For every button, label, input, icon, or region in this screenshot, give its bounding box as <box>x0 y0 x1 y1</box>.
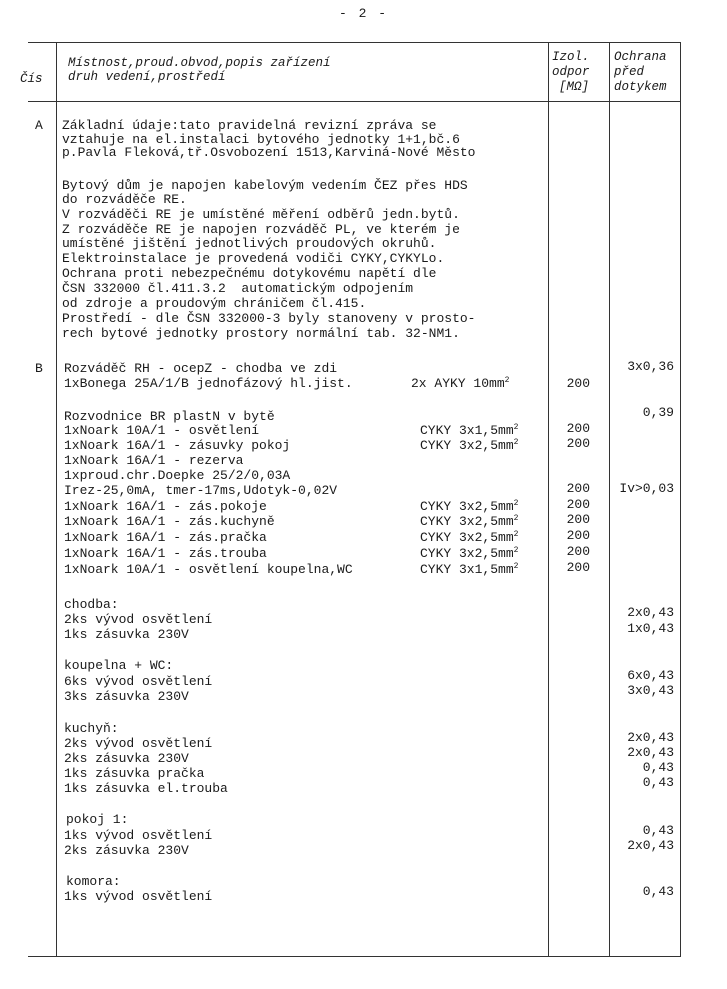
room-item-ochrana: 0,43 <box>642 823 674 838</box>
room-item-ochrana: 2x0,43 <box>627 730 674 745</box>
room-item: 2ks zásuvka 230V <box>64 751 189 766</box>
rozvadec-ochrana: 3x0,36 <box>627 359 674 374</box>
section-a-label: A <box>35 118 43 133</box>
circuit-name: 1xNoark 16A/1 - zás.pokoje <box>64 499 267 514</box>
circuit-name: 1xproud.chr.Doepke 25/2/0,03A <box>64 468 291 483</box>
circuit-name: 1xNoark 16A/1 - zásuvky pokoj <box>64 438 291 453</box>
circuit-name: 1xNoark 16A/1 - rezerva <box>64 453 244 468</box>
section-a-line: Z rozváděče RE je napojen rozváděč PL, ve kterém je <box>62 222 460 237</box>
header-ochrana-l2: před <box>614 65 645 79</box>
room-item: 1ks zásuvka el.trouba <box>64 781 228 796</box>
room-item: 1ks vývod osvětlení <box>64 828 213 843</box>
room-title: koupelna + WC: <box>64 658 174 673</box>
col-divider-num <box>56 42 57 956</box>
header-desc-line1: Místnost,proud.obvod,popis zařízení <box>68 56 331 70</box>
circuit-izol: 200 <box>566 497 590 512</box>
circuit-ochrana: Iv>0,03 <box>619 481 674 496</box>
circuit-cable: CYKY $3x1,5mm^2$ <box>420 562 519 577</box>
header-separator <box>28 101 681 102</box>
room-item-ochrana: 2x0,43 <box>627 838 674 853</box>
room-item: 2ks vývod osvětlení <box>64 736 213 751</box>
room-item: 2ks vývod osvětlení <box>64 612 213 627</box>
col-divider-izol <box>548 42 549 956</box>
section-a-line: Elektroinstalace je provedená vodiči CYKY,CYKYLo. <box>62 251 445 266</box>
section-a-line: umístěné jištění jednotlivých proudových okruhů. <box>62 236 437 251</box>
header-desc-line2: druh vedení,prostředí <box>68 70 226 84</box>
section-a-line: Ochrana proti nebezpečnému dotykovému napětí dle <box>62 266 437 281</box>
header-num: Čís <box>20 72 43 86</box>
room-item: 2ks zásuvka 230V <box>64 843 189 858</box>
room-item: 1ks zásuvka 230V <box>64 627 189 642</box>
header-izol-l3: [MΩ] <box>559 80 590 94</box>
rozvadec-line2: 1xBonega 25A/1/B jednofázový hl.jist. <box>64 376 353 391</box>
room-item: 1ks zásuvka pračka <box>64 766 205 781</box>
circuit-cable: CYKY $3x2,5mm^2$ <box>420 530 519 545</box>
room-item-ochrana: 0,43 <box>642 884 674 899</box>
room-title: kuchyň: <box>64 721 119 736</box>
room-title: chodba: <box>64 597 119 612</box>
section-a-line: ČSN 332000 čl.411.3.2 automatickým odpojením <box>62 281 414 296</box>
circuit-cable: CYKY $3x2,5mm^2$ <box>420 499 519 514</box>
room-item-ochrana: 2x0,43 <box>627 745 674 760</box>
room-item: 6ks vývod osvětlení <box>64 674 213 689</box>
circuit-name: Irez-25,0mA, tmer-17ms,Udotyk-0,02V <box>64 483 338 498</box>
section-a-line: od zdroje a proudovým chráničem čl.415. <box>62 296 367 311</box>
header-izol-l2: odpor <box>552 65 590 79</box>
circuit-name: 1xNoark 16A/1 - zás.pračka <box>64 530 267 545</box>
header-izol-l1: Izol. <box>552 50 590 64</box>
room-title: komora: <box>66 874 121 889</box>
section-b-label: B <box>35 361 43 376</box>
rozvodnice-ochrana: 0,39 <box>642 405 674 420</box>
circuit-name: 1xNoark 10A/1 - osvětlení koupelna,WC <box>64 562 353 577</box>
section-a-line: V rozváděči RE je umístěné měření odběrů jedn.bytů. <box>62 207 460 222</box>
section-a-line: do rozváděče RE. <box>62 192 187 207</box>
room-item-ochrana: 1x0,43 <box>627 621 674 636</box>
circuit-izol: 200 <box>566 481 590 496</box>
room-item-ochrana: 0,43 <box>642 760 674 775</box>
circuit-cable: CYKY $3x2,5mm^2$ <box>420 438 519 453</box>
circuit-izol: 200 <box>566 421 590 436</box>
rozvadec-izol: 200 <box>566 376 590 391</box>
circuit-name: 1xNoark 16A/1 - zás.trouba <box>64 546 267 561</box>
circuit-cable: CYKY $3x2,5mm^2$ <box>420 514 519 529</box>
col-divider-ochrana <box>609 42 610 956</box>
circuit-name: 1xNoark 10A/1 - osvětlení <box>64 423 260 438</box>
circuit-izol: 200 <box>566 544 590 559</box>
section-a-line: vztahuje na el.instalaci bytového jednotky 1+1,bč.6 <box>62 132 460 147</box>
room-item-ochrana: 3x0,43 <box>627 683 674 698</box>
circuit-izol: 200 <box>566 512 590 527</box>
circuit-name: 1xNoark 16A/1 - zás.kuchyně <box>64 514 275 529</box>
section-a-line: p.Pavla Fleková,tř.Osvobození 1513,Karviná-Nové Město <box>62 145 476 160</box>
room-title: pokoj 1: <box>66 812 129 827</box>
rozvadec-cable: 2x AYKY $10mm^2$ <box>411 376 510 391</box>
section-a-line: Základní údaje:tato pravidelná revizní zpráva se <box>62 118 437 133</box>
circuit-cable: CYKY $3x1,5mm^2$ <box>420 423 519 438</box>
room-item-ochrana: 0,43 <box>642 775 674 790</box>
header-ochrana-l3: dotykem <box>614 80 667 94</box>
section-a-line: Bytový dům je napojen kabelovým vedením ČEZ přes HDS <box>62 178 468 193</box>
rozvadec-line1: Rozváděč RH - ocepZ - chodba ve zdi <box>64 361 338 376</box>
circuit-izol: 200 <box>566 528 590 543</box>
section-a-line: rech bytové jednotky prostory normální tab. 32-NM1. <box>62 326 460 341</box>
table-right-border <box>680 42 681 956</box>
room-item-ochrana: 2x0,43 <box>627 605 674 620</box>
room-item: 3ks zásuvka 230V <box>64 689 189 704</box>
room-item: 1ks vývod osvětlení <box>64 889 213 904</box>
header-ochrana-l1: Ochrana <box>614 50 667 64</box>
section-a-line: Prostředí - dle ČSN 332000-3 byly stanoveny v prosto- <box>62 311 476 326</box>
rozvodnice-title: Rozvodnice BR plastN v bytě <box>64 409 275 424</box>
circuit-izol: 200 <box>566 560 590 575</box>
page-number: - 2 - <box>338 6 388 21</box>
circuit-cable: CYKY $3x2,5mm^2$ <box>420 546 519 561</box>
table-bottom-border <box>28 956 681 957</box>
circuit-izol: 200 <box>566 436 590 451</box>
table-top-border <box>28 42 681 43</box>
room-item-ochrana: 6x0,43 <box>627 668 674 683</box>
